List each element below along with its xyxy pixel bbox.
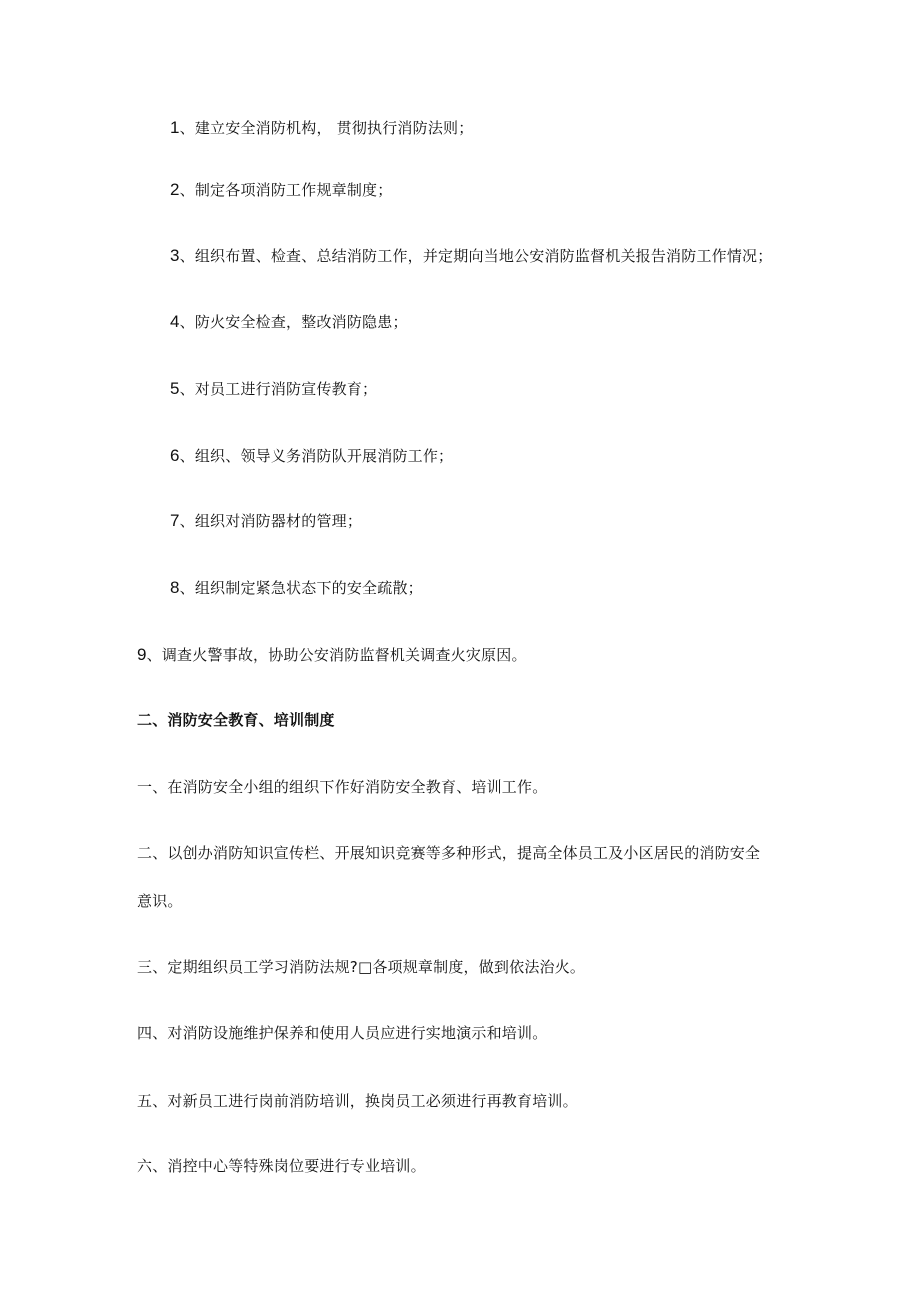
- duty-text: 、调查火警事故，协助公安消防监督机关调查火灾原因。: [146, 646, 527, 664]
- duty-text: 、组织、领导义务消防队开展消防工作；: [179, 447, 454, 465]
- training-rule-5: 五、对新员工进行岗前消防培训，换岗员工必须进行再教育培训。: [137, 1092, 578, 1110]
- duty-number: 1: [170, 118, 180, 137]
- duty-number: 4: [170, 312, 180, 331]
- training-rule-2-continued: 意识。: [137, 892, 183, 910]
- duty-item-2: [170, 180, 392, 200]
- training-rule-3: 三、定期组织员工学习消防法规?□各项规章制度，做到依法治火。: [137, 958, 586, 976]
- duty-text: 、制定各项消防工作规章制度；: [179, 181, 393, 199]
- duty-item-4: [170, 312, 408, 332]
- training-rule-2: 二、以创办消防知识宣传栏、开展知识竞赛等多种形式，提高全体员工及小区居民的消防安全: [137, 844, 761, 862]
- duty-number: 6: [170, 446, 180, 465]
- duty-item-7: [170, 511, 362, 531]
- duty-number: 8: [170, 578, 180, 597]
- duty-number: 5: [170, 379, 180, 398]
- duty-text: 、对员工进行消防宣传教育；: [179, 380, 378, 398]
- duty-item-9: [137, 645, 527, 665]
- duty-text: 、组织布置、检查、总结消防工作，并定期向当地公安消防监督机关报告消防工作情况；: [179, 247, 773, 265]
- training-rule-4: 四、对消防设施维护保养和使用人员应进行实地演示和培训。: [137, 1024, 548, 1042]
- duty-number: 3: [170, 246, 180, 265]
- duty-number: 7: [170, 511, 180, 530]
- duty-item-3: [170, 246, 772, 266]
- duty-text: 、组织制定紧急状态下的安全疏散；: [179, 579, 423, 597]
- training-rule-1: 一、在消防安全小组的组织下作好消防安全教育、培训工作。: [137, 778, 548, 796]
- duty-item-8: [170, 578, 423, 598]
- section-heading: 二、消防安全教育、培训制度: [137, 711, 335, 729]
- duty-text: 、防火安全检查，整改消防隐患；: [179, 313, 408, 331]
- duty-text: 、建立安全消防机构， 贯彻执行消防法则；: [179, 119, 474, 137]
- duty-item-5: [170, 379, 377, 399]
- duty-text: 、组织对消防器材的管理；: [179, 512, 363, 530]
- duty-item-1: [170, 118, 473, 138]
- duty-item-6: [170, 446, 453, 466]
- duty-number: 9: [137, 645, 147, 664]
- duty-number: 2: [170, 180, 180, 199]
- training-rule-6: 六、消控中心等特殊岗位要进行专业培训。: [137, 1157, 426, 1175]
